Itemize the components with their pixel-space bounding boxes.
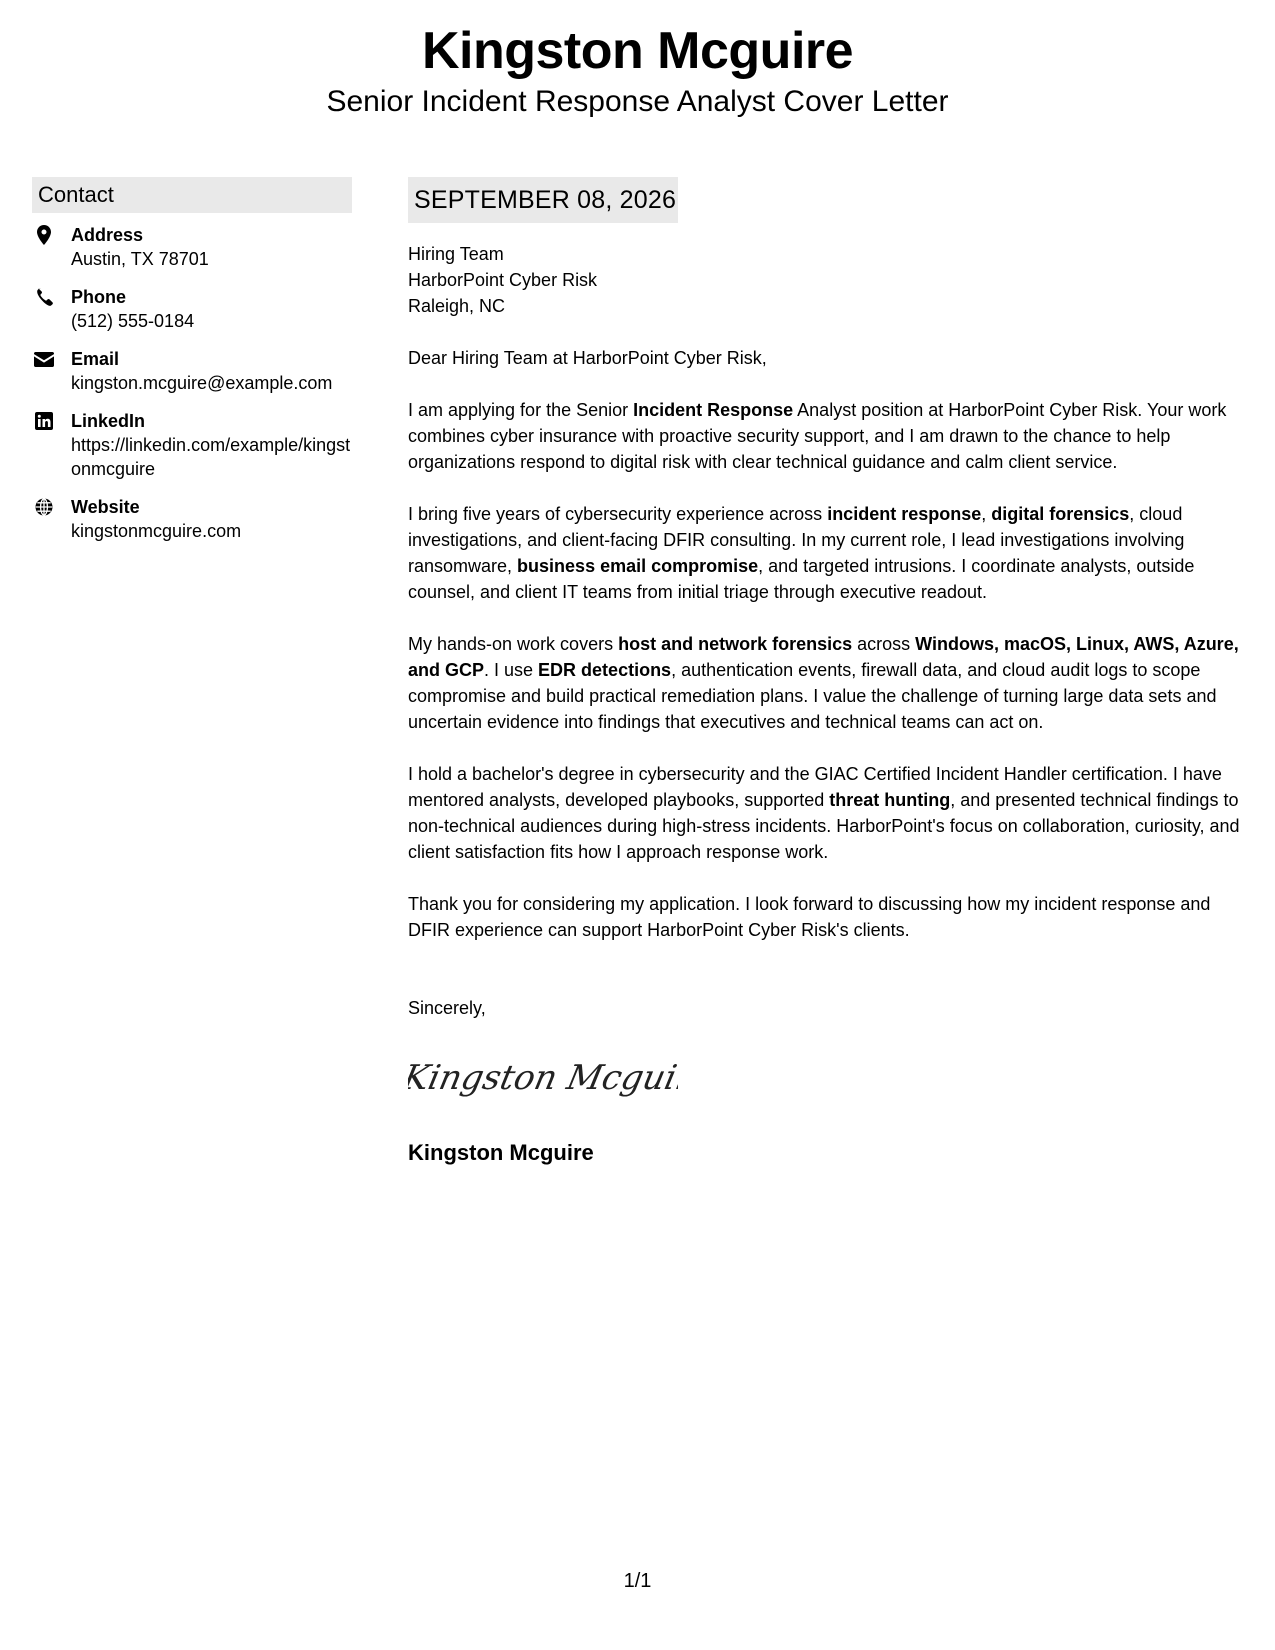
letter-body bbox=[408, 177, 1243, 1168]
envelope-icon bbox=[34, 349, 54, 369]
phone-label: Phone bbox=[71, 287, 127, 307]
emphasized-text: host and network forensics bbox=[618, 634, 853, 654]
contact-website bbox=[32, 495, 352, 543]
paragraph-text: . I use bbox=[484, 660, 539, 680]
paragraph-text: My hands-on work covers bbox=[408, 634, 619, 654]
paragraph-text: , and targeted intrusions. I coordinate analysts, outside counsel, and client IT teams from initial triage through executive readout. bbox=[408, 556, 1195, 602]
email-value[interactable]: kingston.mcguire@example.com bbox=[71, 373, 333, 393]
salutation: Dear Hiring Team at HarborPoint Cyber Risk, bbox=[408, 348, 767, 368]
contact-linkedin bbox=[32, 409, 352, 481]
contact-phone bbox=[32, 285, 352, 333]
contact-sidebar bbox=[32, 177, 352, 557]
body-paragraph bbox=[408, 397, 1243, 475]
paragraph-text: Analyst position at HarborPoint Cyber Risk. Your work combines cyber insurance with proactive security support, and I am drawn to the chance to help organizations respond to digital risk with clear technical guidance and calm client service. bbox=[408, 400, 1227, 472]
letter-date: SEPTEMBER 08, 2026 bbox=[408, 177, 678, 223]
emphasized-text: Windows, macOS, Linux, AWS, Azure, and GCP bbox=[408, 634, 1239, 680]
emphasized-text: business email compromise bbox=[517, 556, 759, 576]
globe-icon bbox=[34, 497, 54, 517]
body-paragraph bbox=[408, 891, 1243, 943]
closing: Sincerely, bbox=[408, 998, 486, 1018]
email-label: Email bbox=[71, 349, 120, 369]
paragraph-text: , bbox=[981, 504, 992, 524]
emphasized-text: EDR detections bbox=[538, 660, 672, 680]
recipient-block bbox=[408, 241, 1243, 319]
address-value: Austin, TX 78701 bbox=[71, 249, 209, 269]
recipient-line: HarborPoint Cyber Risk bbox=[408, 270, 598, 290]
signer-name: Kingston Mcguire bbox=[408, 1140, 594, 1165]
website-label: Website bbox=[71, 497, 140, 517]
linkedin-value[interactable]: https://linkedin.com/example/kingstonmcguire bbox=[71, 435, 351, 479]
website-value[interactable]: kingstonmcguire.com bbox=[71, 521, 242, 541]
linkedin-icon bbox=[34, 411, 54, 431]
paragraph-text: , and presented technical findings to non-technical audiences during high-stress incidents. HarborPoint's focus on collaboration, curiosity, and client satisfaction fits how I approach response work. bbox=[408, 790, 1240, 862]
address-label: Address bbox=[71, 225, 144, 245]
paragraph-text: I bring five years of cybersecurity experience across bbox=[408, 504, 828, 524]
recipient-line: Hiring Team bbox=[408, 244, 504, 264]
contact-address bbox=[32, 223, 352, 271]
emphasized-text: threat hunting bbox=[829, 790, 951, 810]
paragraph-text: Thank you for considering my application. I look forward to discussing how my incident response and DFIR experience can support HarborPoint Cyber Risk's clients. bbox=[408, 894, 1211, 940]
contact-email bbox=[32, 347, 352, 395]
page-number: 1/1 bbox=[623, 1570, 652, 1592]
body-paragraph bbox=[408, 501, 1243, 605]
document-header bbox=[0, 18, 1275, 120]
phone-icon bbox=[34, 287, 54, 307]
paragraph-text: I am applying for the Senior bbox=[408, 400, 634, 420]
linkedin-label: LinkedIn bbox=[71, 411, 146, 431]
emphasized-text: digital forensics bbox=[991, 504, 1130, 524]
body-paragraph bbox=[408, 761, 1243, 865]
recipient-line: Raleigh, NC bbox=[408, 296, 506, 316]
map-pin-icon bbox=[34, 225, 54, 245]
emphasized-text: Incident Response bbox=[633, 400, 794, 420]
paragraph-text: , authentication events, firewall data, and cloud audit logs to scope compromise and build practical remediation plans. I value the challenge of turning large data sets and uncertain evidence into findings that executives and technical teams can act on. bbox=[408, 660, 1217, 732]
handwritten-signature bbox=[408, 1047, 678, 1107]
contact-heading: Contact bbox=[32, 177, 352, 213]
applicant-name: Kingston Mcguire bbox=[421, 22, 854, 80]
paragraph-text: I hold a bachelor's degree in cybersecurity and the GIAC Certified Incident Handler certification. I have mentored analysts, developed playbooks, supported bbox=[408, 764, 1222, 810]
phone-value: (512) 555-0184 bbox=[71, 311, 195, 331]
paragraph-text: across bbox=[852, 634, 916, 654]
body-paragraph bbox=[408, 631, 1243, 735]
emphasized-text: incident response bbox=[827, 504, 982, 524]
document-subtitle: Senior Incident Response Analyst Cover Letter bbox=[326, 85, 949, 118]
paragraph-text: , cloud investigations, and client-facing DFIR consulting. In my current role, I lead investigations involving ransomware, bbox=[408, 504, 1185, 576]
svg-text:Kingston Mcguir: Kingston Mcguir bbox=[408, 1058, 678, 1098]
